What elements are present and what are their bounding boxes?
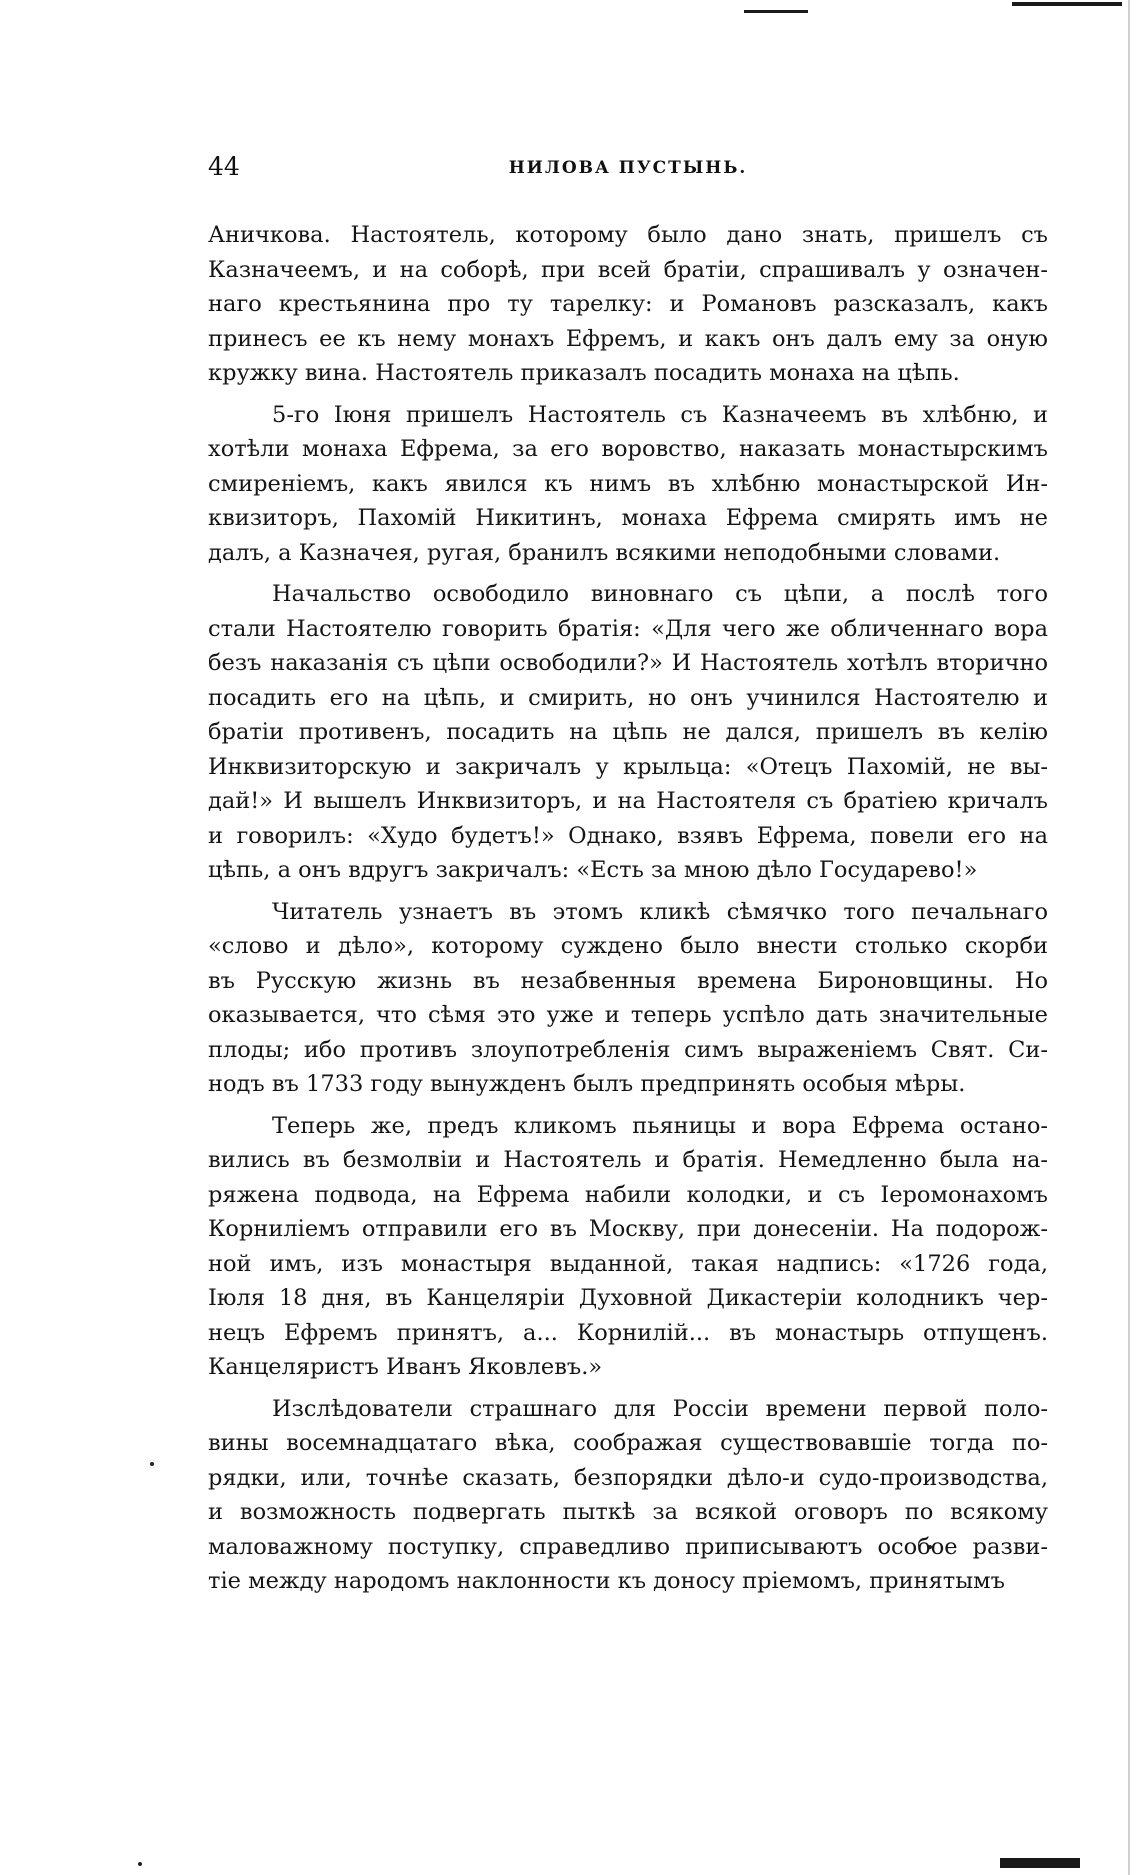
scan-mark-bottom [1000, 1858, 1080, 1868]
text-line: принесъ ее къ нему монахъ Ефремъ, и какъ онъ далъ ему за оную [208, 325, 1048, 352]
page-number: 44 [208, 152, 240, 181]
text-line: братіи противенъ, посадить на цѣпь не дался, пришелъ въ келію [208, 719, 1048, 745]
text-line: нодъ въ 1733 году вынужденъ былъ предпринять особыя мѣры. [208, 1071, 966, 1097]
text-line: безъ наказанія съ цѣпи освободили?» И Настоятель хотѣлъ вторично [208, 650, 1048, 676]
text-line: цѣпь, а онъ вдругъ закричалъ: «Есть за мною дѣло Государево!» [208, 857, 978, 883]
scan-dot-left [150, 1462, 154, 1466]
paragraph-gap [208, 391, 1048, 398]
text-line: Іюля 18 дня, въ Канцеляріи Духовной Дикастеріи колодникъ чер- [208, 1285, 1048, 1311]
paragraph [208, 577, 1048, 888]
paragraph-gap [208, 1102, 1048, 1109]
paragraph-gap [208, 1385, 1048, 1392]
text-line: «слово и дѣло», которому суждено было внести столько скорби [208, 933, 1048, 959]
text-line: наго крестьянина про ту тарелку: и Романовъ разсказалъ, какъ [208, 291, 1048, 317]
text-line: оказывается, что сѣмя это уже и теперь успѣло дать значительные [208, 1002, 1048, 1028]
scan-dot-bottom-left [138, 1862, 142, 1866]
text-line: тіе между народомъ наклонности къ доносу пріемомъ, принятымъ [208, 1568, 1005, 1594]
text-line: и возможность подвергать пыткѣ за всякой оговоръ по всякому [208, 1499, 1048, 1525]
text-line: посадить его на цѣпь, и смирить, но онъ учинился Настоятелю и [208, 684, 1048, 711]
paragraph [208, 218, 1048, 391]
text-line: Начальство освободило виновнаго съ цѣпи, а послѣ того [272, 581, 1048, 607]
text-line: Корниліемъ отправили его въ Москву, при донесеніи. На подорож- [208, 1216, 1048, 1242]
text-line: вились въ безмолвіи и Настоятель и братія. Немедленно была на- [208, 1147, 1048, 1173]
text-line: рядки, или, точнѣе сказать, безпорядки дѣло-и судо-производства, [208, 1464, 1048, 1491]
scan-edge-right [1128, 0, 1130, 1875]
running-head: НИЛОВА ПУСТЫНЬ. [508, 158, 748, 178]
paragraph-gap [208, 888, 1048, 895]
paragraph [208, 398, 1048, 571]
text-line: Инквизиторскую и закричалъ у крыльца: «Отецъ Пахомій, не вы- [208, 753, 1048, 780]
scan-mark-top-right [1012, 2, 1122, 6]
text-line: маловажному поступку, справедливо приписываютъ особое разви- [208, 1533, 1048, 1560]
paragraph [208, 1392, 1048, 1599]
paragraph [208, 1109, 1048, 1385]
text-line: далъ, а Казначея, ругая, бранилъ всякими неподобными словами. [208, 539, 1001, 566]
body-text [208, 218, 1048, 1599]
text-line: Читатель узнаетъ въ этомъ кликѣ сѣмячко того печальнаго [272, 898, 1048, 925]
text-line: стали Настоятелю говорить братія: «Для чего же обличеннаго вора [208, 615, 1048, 642]
scan-mark-top [744, 10, 808, 13]
text-line: Канцеляристъ Иванъ Яковлевъ.» [208, 1354, 603, 1380]
text-line: нецъ Ефремъ принятъ, а... Корнилій... въ монастырь отпущенъ. [208, 1319, 1048, 1346]
paragraph-gap [208, 570, 1048, 577]
text-line: Изслѣдователи страшнаго для Россіи времени первой поло- [272, 1395, 1048, 1422]
text-line: хотѣли монаха Ефрема, за его воровство, наказать монастырскимъ [208, 436, 1048, 462]
text-line: дай!» И вышелъ Инквизиторъ, и на Настоятеля съ братіею кричалъ [208, 788, 1048, 814]
text-line: Аничкова. Настоятель, которому было дано знать, пришелъ съ [208, 222, 1048, 248]
text-line: вины восемнадцатаго вѣка, соображая существовавшіе тогда по- [208, 1430, 1048, 1456]
text-line: и говорилъ: «Худо будетъ!» Однако, взявъ Ефрема, повели его на [208, 822, 1048, 849]
paragraph [208, 895, 1048, 1102]
text-line: Казначеемъ, и на соборѣ, при всей братіи, спрашивалъ у означен- [208, 256, 1048, 283]
text-line: въ Русскую жизнь въ незабвенныя времена Бироновщины. Но [208, 967, 1048, 994]
text-line: кружку вина. Настоятель приказалъ посадить монаха на цѣпь. [208, 360, 960, 386]
text-line: плоды; ибо противъ злоупотребленія симъ выраженіемъ Свят. Си- [208, 1036, 1048, 1063]
text-line: квизиторъ, Пахомій Никитинъ, монаха Ефрема смирять имъ не [208, 505, 1048, 531]
text-line: ряжена подвода, на Ефрема набили колодки, и съ Іеромонахомъ [208, 1181, 1048, 1208]
page-header [208, 148, 1048, 188]
text-line: Теперь же, предъ кликомъ пьяницы и вора Ефрема остано- [272, 1112, 1048, 1139]
text-line: ной имъ, изъ монастыря выданной, такая надпись: «1726 года, [208, 1250, 1048, 1277]
text-line: смиреніемъ, какъ явился къ нимъ въ хлѣбню монастырской Ин- [208, 470, 1048, 497]
text-line: 5-го Іюня пришелъ Настоятель съ Казначеемъ въ хлѣбню, и [272, 401, 1048, 428]
